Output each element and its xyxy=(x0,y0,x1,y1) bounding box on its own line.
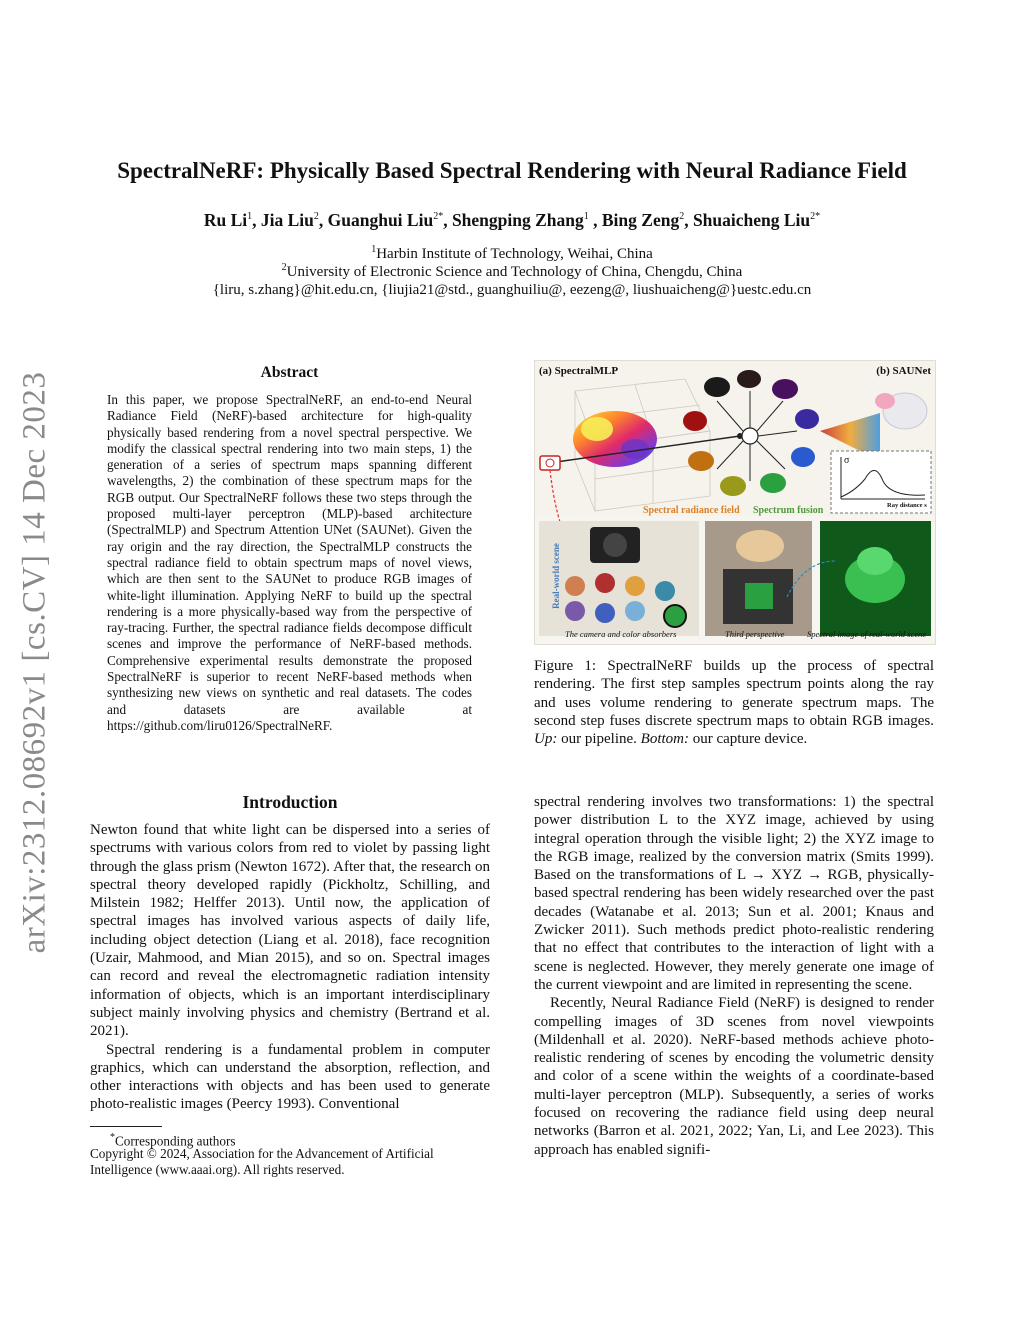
label-radiance-field: Spectral radiance field xyxy=(643,505,740,516)
footnote-copyright: Copyright © 2024, Association for the Advancement of Artificial Intelligence (www.aaai.org). All rights reserved. xyxy=(90,1146,434,1177)
footnote-corresponding: *Corresponding authors xyxy=(110,1132,236,1149)
paper-title: SpectralNeRF: Physically Based Spectral Rendering with Neural Radiance Field xyxy=(117,158,907,183)
intro-paragraph-4: Recently, Neural Radiance Field (NeRF) is designed to render compelling images of 3D scenes from novel viewpoints (Mildenhall et al. 2020). NeRF-based methods achieve photo-realistic rendering of scenes by encoding the volumetric density and color of a scene within the weights of a coordinate-based multi-layer perceptron (MLP). Subsequently, a series of works focused on recovering the radiance field using deep neural networks (Barron et al. 2021, 2022; Yan, Li, and Lee 2023). This approach has enabled signifi- xyxy=(534,995,934,1158)
author: Bing Zeng$^2$, xyxy=(601,210,693,230)
figure-label-b: (b) SAUNet xyxy=(876,365,931,377)
intro-right-column xyxy=(534,793,934,1159)
affiliation-1: $^1$Harbin Institute of Technology, Weihai, China xyxy=(371,244,653,262)
author: Jia Liu$^2$, xyxy=(260,210,328,230)
abstract-text: In this paper, we propose SpectralNeRF, an end-to-end Neural Radiance Field (NeRF)-based architecture for high-quality physically based rendering from a novel spectral perspective. We modify the classical spectral rendering into two main steps, 1) the generation of a series of spectrum maps spanning different wavelengths, 2) the combination of these spectrum maps for the RGB output. Our SpectralNeRF follows these two steps through the proposed multi-layer perceptron (MLP)-based architecture (SpectralMLP) and Spectrum Attention UNet (SAUNet). Given the ray origin and the ray direction, the SpectralMLP constructs the spectral radiance field to obtain spectrum maps of novel views, which are then sent to the SAUNet to produce RGB images of white-light illumination. Applying NeRF to build up the spectral rendering is a more physically-based way from the perspective of ray-tracing. Further, the spectral radiance fields decompose difficult scenes and improve the performance of NeRF-based methods. Comprehensive experimental results demonstrate the proposed SpectralNeRF is superior to recent NeRF-based methods when synthesizing new views on synthetic and real datasets. The codes and datasets are available at https://github.com/liru0126/SpectralNeRF. xyxy=(107,392,472,733)
abstract-heading: Abstract xyxy=(260,364,319,381)
introduction-heading: Introduction xyxy=(242,792,338,812)
label-panel-3: Spectral image of real-world scene xyxy=(807,629,927,639)
arxiv-stamp-text: arXiv:2312.08692v1 [cs.CV] 14 Dec 2023 xyxy=(16,371,53,953)
figure-label-a: (a) SpectralMLP xyxy=(539,365,619,377)
intro-paragraph-3: spectral rendering involves two transformations: 1) the spectral power distribution L to the XYZ image, achieved by using integral operation through the visible light; 2) the XYZ image to the RGB image, realized by the conversion matrix (Smits 1999). Based on the transformations of L → XYZ → RGB, physically-based spectral rendering has been widely researched over the past decades (Watanabe et al. 2013; Sun et al. 2001; Knaus and Zwicker 2011). Such methods predict photo-realistic rendering that no effect that contributes to the interaction of light with a scene is neglected. However, they merely generate one image of the current viewpoint and are limited in representing the scene. xyxy=(534,794,934,993)
label-spectrum-fusion: Spectrum fusion xyxy=(753,505,824,516)
affiliation-2: $^2$University of Electronic Science and Technology of China, Chengdu, China xyxy=(281,262,743,280)
author: Shuaicheng Liu$^{2*}$ xyxy=(692,210,821,230)
author: Guanghui Liu$^{2*}$, xyxy=(327,210,452,230)
radiance-blob xyxy=(573,411,657,467)
author: Shengping Zhang$^1$ , xyxy=(451,210,602,230)
intro-paragraph-2: Spectral rendering is a fundamental problem in computer graphics, which can understand the absorption, reflection, and other interactions with objects and has been used to generate photo-realistic images (Peercy 1993). Conventional xyxy=(90,1041,490,1113)
author-emails: {liru, s.zhang}@hit.edu.cn, {liujia21@std., guanghuiliu@, eezeng@, liushuaicheng@}uestc.edu.cn xyxy=(212,282,812,298)
label-panel-1: The camera and color absorbers xyxy=(565,629,677,639)
label-sigma: σ xyxy=(844,455,850,466)
author: Ru Li$^1$, xyxy=(203,210,261,230)
author-list xyxy=(0,210,1024,231)
figure-caption: Figure 1: SpectralNeRF builds up the process of spectral rendering. The first step samples spectrum points along the ray and uses volume rendering to generate spectrum maps. The second step fuses discrete spectrum maps to obtain RGB images. Up: our pipeline. Bottom: our capture device. xyxy=(534,658,934,748)
label-ray-distance: Ray distance s xyxy=(887,502,927,509)
intro-left-column xyxy=(90,821,490,1114)
footnote-rule xyxy=(90,1126,162,1127)
intro-paragraph-1: Newton found that white light can be dispersed into a series of spectrums with various colors from red to violet by passing light through the glass prism (Newton 1672). After that, the research on spectral theory developed rapidly (Pickholtz, Schilling, and Milstein 1982; Helffer 2013). Until now, the application of spectral images has involved various aspects of daily life, including object detection (Liang et al. 2018), face recognition (Uzair, Mahmood, and Mian 2015), and so on. Spectral images can record and reveal the electromagnetic radiation intensity information of objects, which is an important interdisciplinary subject mainly involving physics and chemistry (Bertrand et al. 2021). xyxy=(90,822,490,1040)
arxiv-stamp xyxy=(10,352,60,972)
label-real-world-scene: Real-world scene xyxy=(550,543,561,609)
label-panel-2: Third perspective xyxy=(725,629,785,639)
figure-1-illustration xyxy=(535,361,935,644)
figure-1 xyxy=(534,360,936,645)
camera-icon xyxy=(540,456,560,470)
